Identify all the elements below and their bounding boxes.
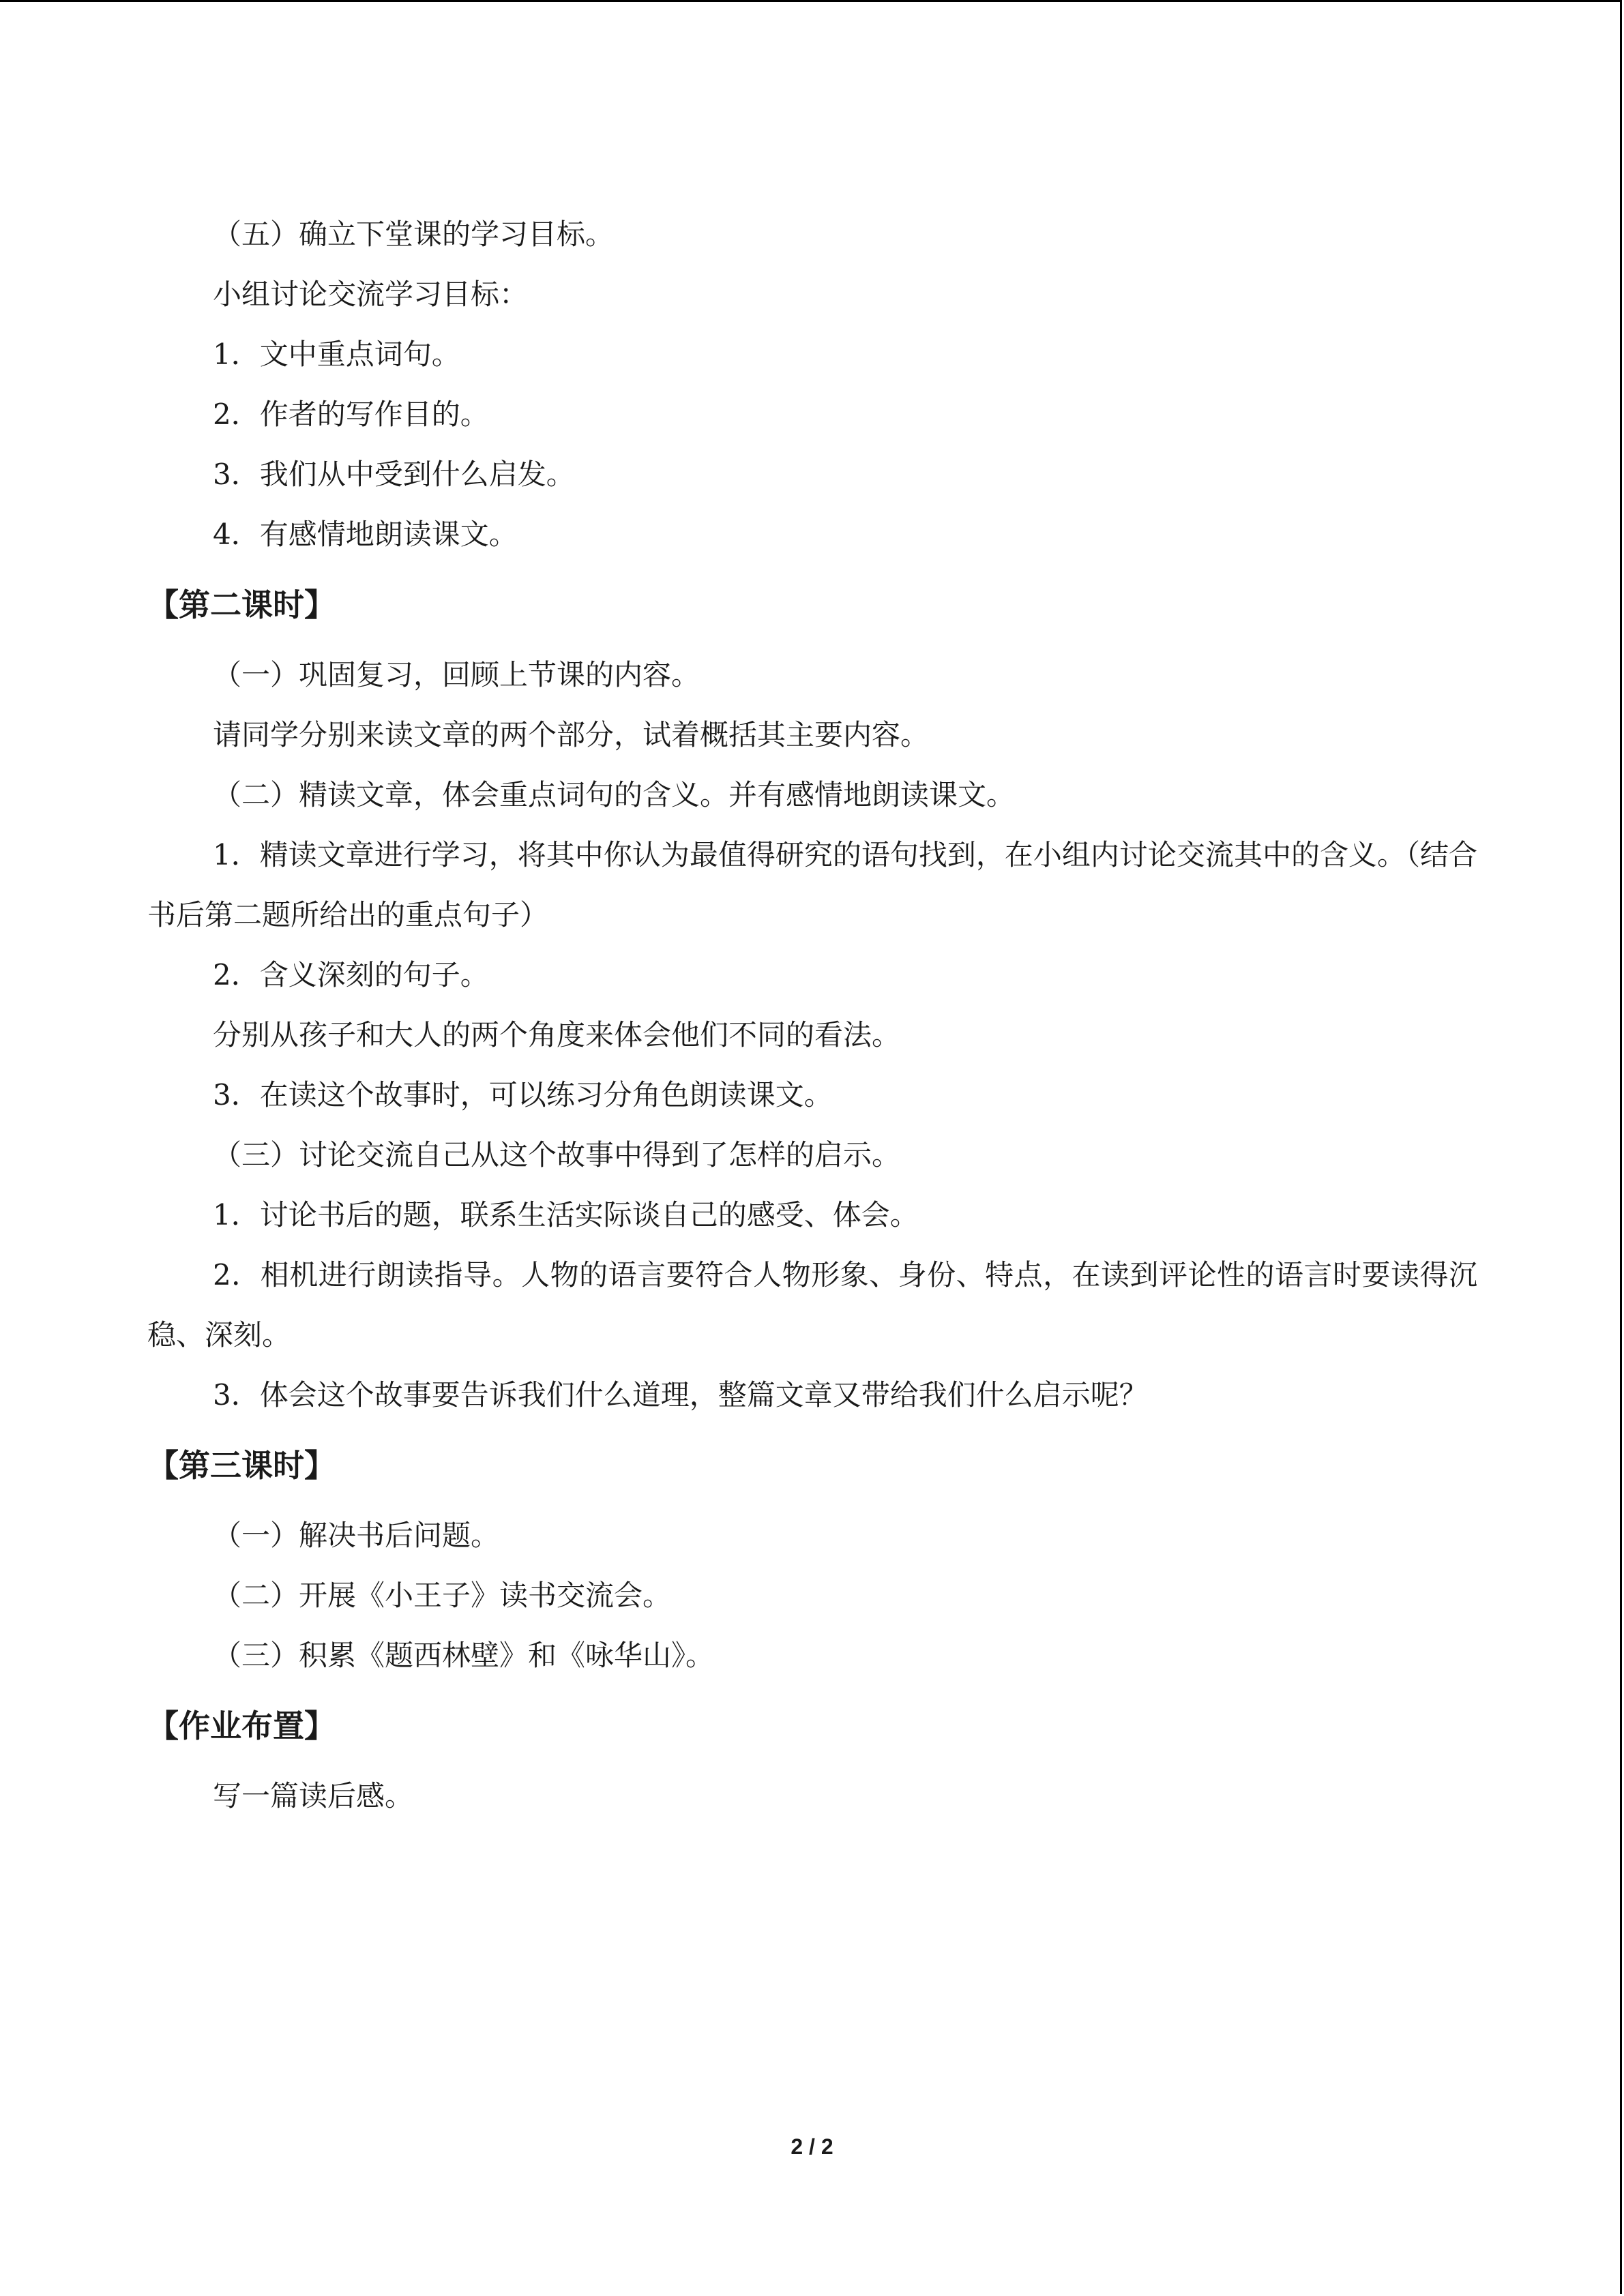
paragraph: 2．作者的写作目的。 xyxy=(213,398,489,431)
paragraph: 2．含义深刻的句子。 xyxy=(213,958,489,992)
paragraph: （三）积累《题西林壁》和《咏华山》。 xyxy=(213,1639,715,1672)
paragraph: 写一篇读后感。 xyxy=(213,1779,414,1813)
paragraph: 3．我们从中受到什么启发。 xyxy=(213,458,575,491)
document-body xyxy=(147,205,1477,1826)
paragraph: 2．相机进行朗读指导。人物的语言要符合人物形象、身份、特点，在读到评论性的语言时要读得沉稳、深刻。 xyxy=(147,1258,1477,1352)
paragraph: （五）确立下堂课的学习目标。 xyxy=(213,218,615,251)
page-number: 2 / 2 xyxy=(791,2134,833,2159)
paragraph: 1．讨论书后的题，联系生活实际谈自己的感受、体会。 xyxy=(213,1198,919,1232)
paragraph: 小组讨论交流学习目标： xyxy=(213,278,529,311)
section-heading: 【作业布置】 xyxy=(147,1708,336,1744)
paragraph: （三）讨论交流自己从这个故事中得到了怎样的启示。 xyxy=(213,1138,901,1172)
paragraph: 1．精读文章进行学习，将其中你认为最值得研究的语句找到，在小组内讨论交流其中的含义。（结合书后第二题所给出的重点句子） xyxy=(147,838,1477,931)
paragraph: 3．在读这个故事时，可以练习分角色朗读课文。 xyxy=(213,1078,833,1112)
paragraph: （二）精读文章，体会重点词句的含义。并有感情地朗读课文。 xyxy=(213,778,1016,811)
paragraph: 请同学分别来读文章的两个部分，试着概括其主要内容。 xyxy=(213,718,930,751)
section-heading: 【第二课时】 xyxy=(147,586,336,623)
paragraph: 分别从孩子和大人的两个角度来体会他们不同的看法。 xyxy=(213,1018,901,1052)
paragraph: （一）巩固复习，回顾上节课的内容。 xyxy=(213,658,700,691)
paragraph: 3．体会这个故事要告诉我们什么道理，整篇文章又带给我们什么启示呢？ xyxy=(213,1378,1148,1412)
paragraph: （一）解决书后问题。 xyxy=(213,1519,500,1552)
section-heading: 【第三课时】 xyxy=(147,1447,336,1484)
paragraph: 1．文中重点词句。 xyxy=(213,338,460,371)
paragraph: （二）开展《小王子》读书交流会。 xyxy=(213,1579,672,1612)
paragraph: 4．有感情地朗读课文。 xyxy=(213,518,518,551)
